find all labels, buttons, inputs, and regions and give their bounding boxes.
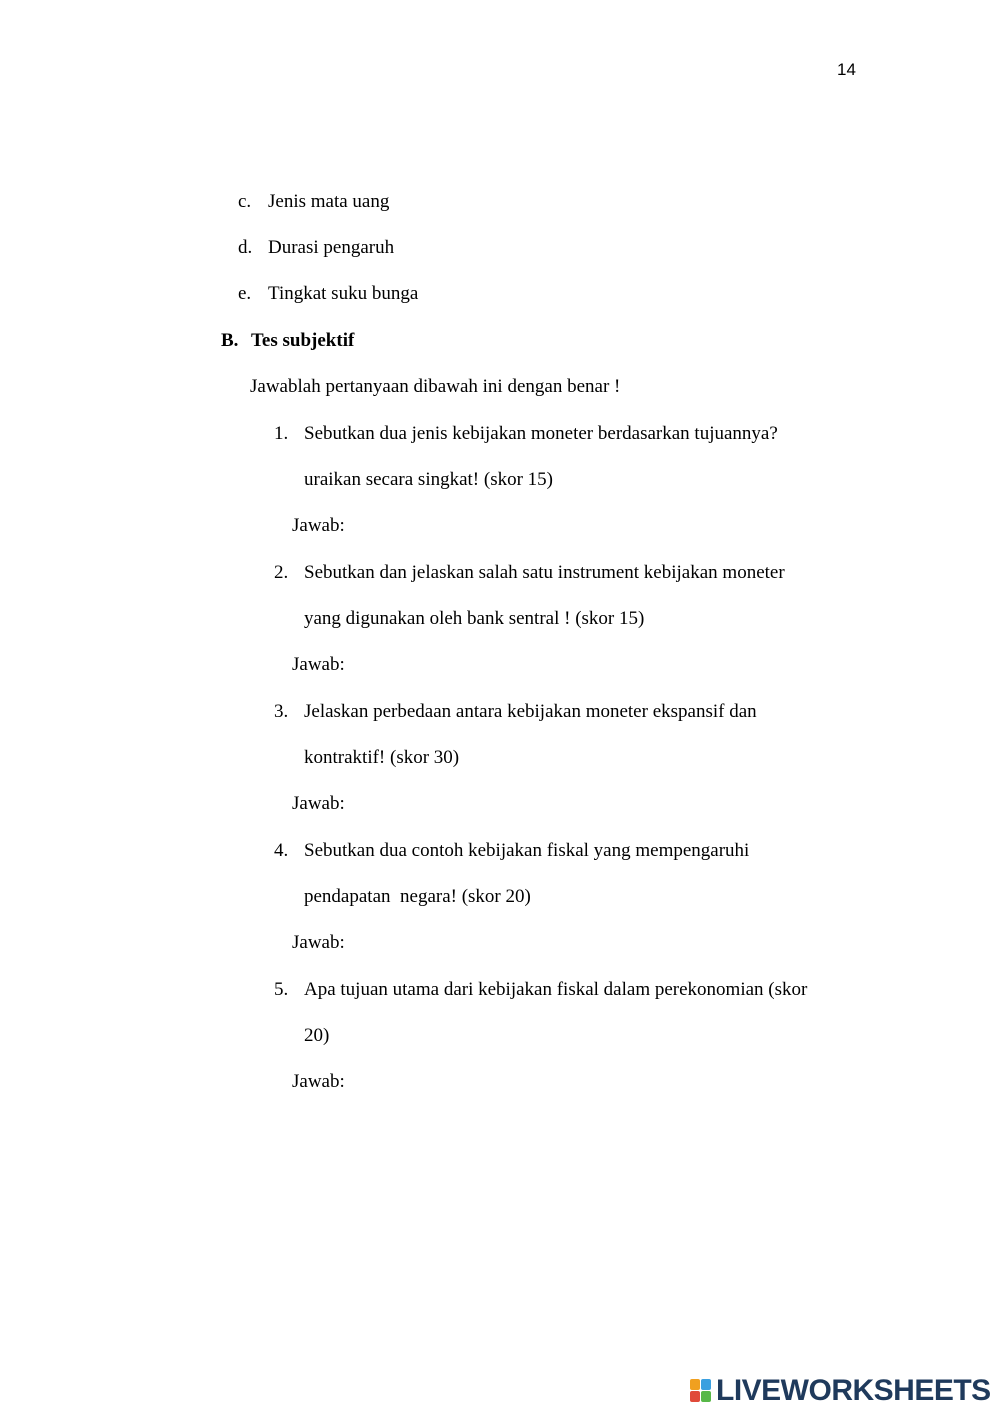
question-2: [274, 561, 785, 585]
question-text-line-2: kontraktif! (skor 30): [304, 747, 460, 768]
answer-label: Jawab:: [292, 1071, 345, 1092]
answer-label: Jawab:: [292, 793, 345, 814]
instruction: Jawablah pertanyaan dibawah ini dengan benar !: [250, 376, 621, 397]
page-number: 14: [837, 60, 856, 79]
option-c: [238, 190, 390, 214]
option-letter: d.: [238, 237, 253, 258]
question-text-line-1: Jelaskan perbedaan antara kebijakan moneter ekspansif dan: [304, 701, 757, 722]
option-e: [238, 282, 419, 306]
question-5: [274, 978, 808, 1002]
question-number: 1.: [274, 423, 289, 444]
liveworksheets-logo: [690, 1374, 991, 1408]
question-text-line-2: uraikan secara singkat! (skor 15): [304, 469, 554, 490]
liveworksheets-wordmark: LIVEWORKSHEETS: [716, 1374, 991, 1407]
option-text: Jenis mata uang: [268, 191, 390, 212]
question-text-line-1: Sebutkan dua contoh kebijakan fiskal yang mempengaruhi: [304, 840, 750, 861]
question-3: [274, 700, 757, 724]
option-text: Tingkat suku bunga: [268, 283, 419, 304]
option-text: Durasi pengaruh: [268, 237, 395, 258]
answer-label: Jawab:: [292, 515, 345, 536]
question-text-line-1: Sebutkan dua jenis kebijakan moneter berdasarkan tujuannya?: [304, 423, 778, 444]
question-1: [274, 422, 778, 446]
section-heading: [221, 329, 355, 353]
question-text-line-1: Sebutkan dan jelaskan salah satu instrument kebijakan moneter: [304, 562, 785, 583]
liveworksheets-mark-icon: [690, 1379, 712, 1403]
option-letter: c.: [238, 191, 252, 212]
question-text-line-2: 20): [304, 1025, 330, 1046]
question-number: 4.: [274, 840, 289, 861]
question-text-line-1: Apa tujuan utama dari kebijakan fiskal dalam perekonomian (skor: [304, 979, 808, 1000]
section-title: Tes subjektif: [251, 330, 355, 351]
question-text-line-2: pendapatan negara! (skor 20): [304, 886, 531, 907]
option-letter: e.: [238, 283, 252, 304]
answer-label: Jawab:: [292, 932, 345, 953]
question-number: 3.: [274, 701, 289, 722]
question-text-line-2: yang digunakan oleh bank sentral ! (skor 15): [304, 608, 645, 629]
answer-label: Jawab:: [292, 654, 345, 675]
section-marker: B.: [221, 330, 239, 351]
option-d: [238, 236, 395, 260]
question-4: [274, 839, 750, 863]
question-number: 5.: [274, 979, 289, 1000]
question-number: 2.: [274, 562, 289, 583]
